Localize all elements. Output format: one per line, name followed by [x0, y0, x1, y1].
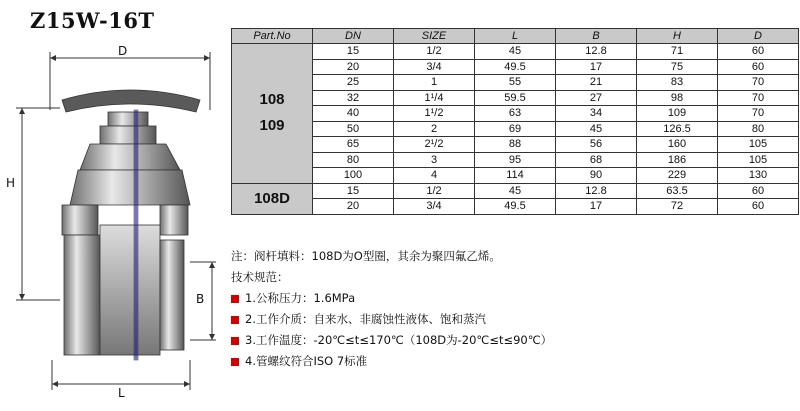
header-dn: DN — [313, 29, 394, 44]
table-row: 108D 15 1/2 45 12.8 63.5 60 — [232, 183, 799, 199]
valve-drawing — [0, 0, 230, 411]
table-row: 50 2 69 45 126.5 80 — [232, 121, 799, 137]
part-group-108-109: 108 109 — [232, 44, 313, 184]
table-row: 25 1 55 21 83 70 — [232, 75, 799, 91]
dimension-b-label: B — [196, 292, 205, 306]
table-row: 32 1¹/4 59.5 27 98 70 — [232, 90, 799, 106]
table-row: 100 4 114 90 229 130 — [232, 168, 799, 184]
requirement-item: 3.工作温度：-20℃≤t≤170℃（108D为-20℃≤t≤90℃） — [231, 330, 552, 351]
tech-spec-title: 技术规范： — [231, 270, 289, 284]
header-size: SIZE — [394, 29, 475, 44]
bullet-icon — [231, 337, 239, 345]
part-group-108d: 108D — [232, 183, 313, 214]
header-b: B — [556, 29, 637, 44]
header-part-no: Part.No — [232, 29, 313, 44]
table-header-row — [232, 29, 799, 44]
dimension-h-label: H — [6, 176, 16, 190]
model-title: Z15W-16T — [30, 8, 155, 33]
table-row: 108 109 15 1/2 45 12.8 71 60 — [232, 44, 799, 60]
table-row: 80 3 95 68 186 105 — [232, 152, 799, 168]
table-row: 65 2¹/2 88 56 160 105 — [232, 137, 799, 153]
requirement-item: 4.管螺纹符合ISO 7标准 — [231, 351, 552, 372]
bullet-icon — [231, 358, 239, 366]
dimension-d-label: D — [118, 44, 128, 58]
requirement-item: 1.公称压力：1.6MPa — [231, 288, 552, 309]
bullet-icon — [231, 295, 239, 303]
requirement-item: 2.工作介质：自来水、非腐蚀性液体、饱和蒸汽 — [231, 309, 552, 330]
bullet-icon — [231, 316, 239, 324]
spec-table — [231, 28, 799, 215]
header-d: D — [718, 29, 799, 44]
table-row: 40 1¹/2 63 34 109 70 — [232, 106, 799, 122]
notes-block — [231, 246, 552, 372]
header-l: L — [475, 29, 556, 44]
table-row: 20 3/4 49.5 17 75 60 — [232, 59, 799, 75]
table-row: 20 3/4 49.5 17 72 60 — [232, 199, 799, 215]
dimension-l-label: L — [118, 386, 125, 400]
packing-note: 注：阀杆填料：108D为O型圈，其余为聚四氟乙烯。 — [231, 249, 501, 263]
header-h: H — [637, 29, 718, 44]
